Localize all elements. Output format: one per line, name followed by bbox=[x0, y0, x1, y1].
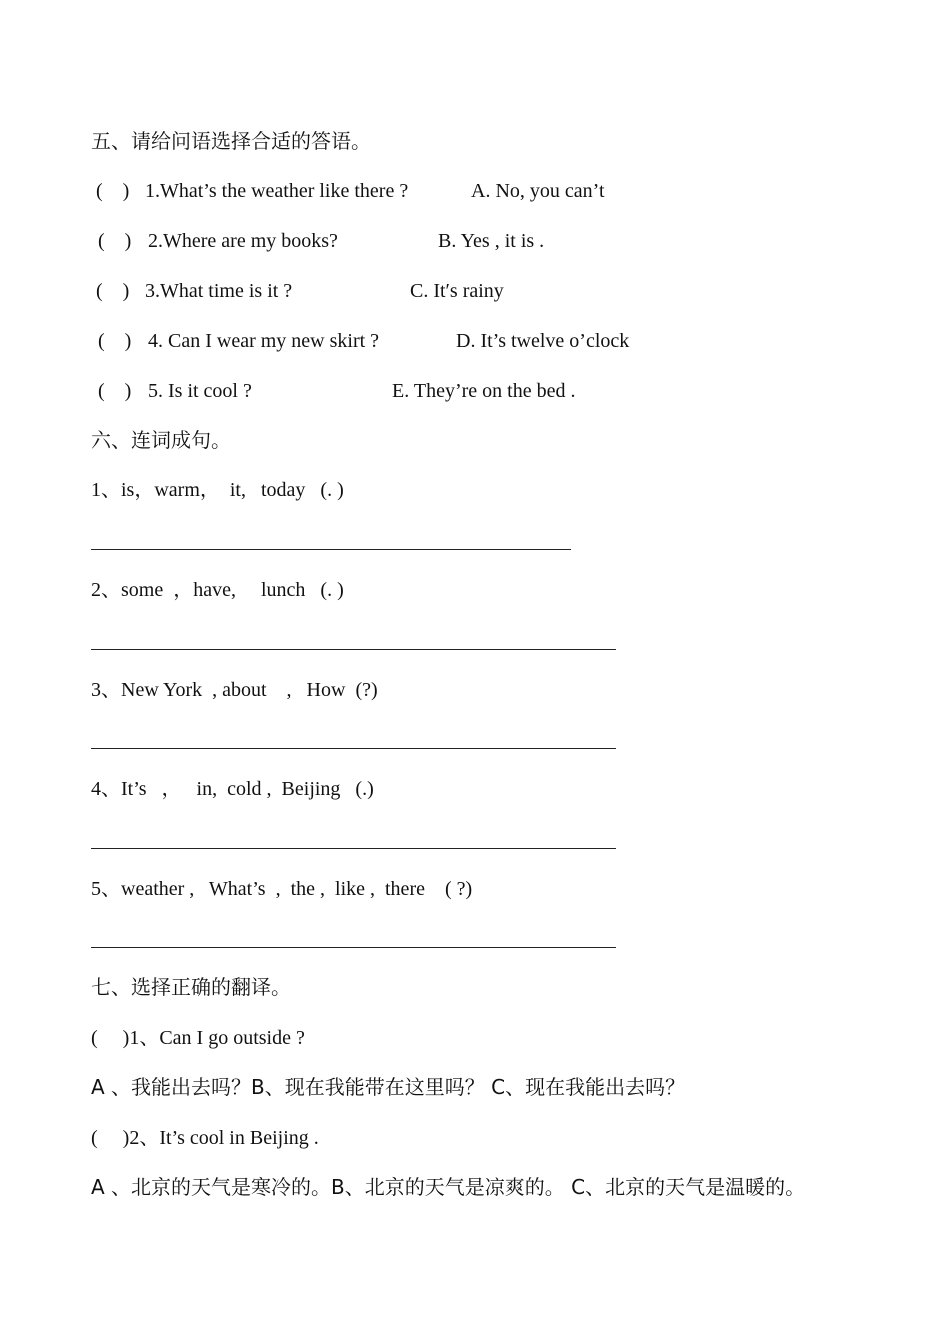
s6-item-2: 2、some ，have, lunch (. ) bbox=[91, 579, 344, 601]
q5-2-paren[interactable]: ( ) bbox=[98, 230, 132, 252]
q5-3-text: 3.What time is it ? bbox=[145, 280, 293, 302]
s6-answer-line-1[interactable] bbox=[91, 549, 571, 550]
q5-1-paren[interactable]: ( ) bbox=[96, 180, 130, 202]
q5-1-text: 1.What’s the weather like there ? bbox=[145, 180, 409, 202]
s6-item-1: 1、is，warm， it, today (. ) bbox=[91, 479, 344, 501]
s6-answer-line-4[interactable] bbox=[91, 848, 616, 849]
s7-question-2: ( )2、It’s cool in Beijing . bbox=[91, 1127, 319, 1149]
s7-question-1-options: A 、我能出去吗？B、现在我能带在这里吗？ C、现在我能出去吗？ bbox=[91, 1075, 686, 1099]
section-7-heading: 七、选择正确的翻译。 bbox=[91, 975, 291, 999]
a5-option-a: A. No, you can’t bbox=[471, 180, 605, 202]
s6-answer-line-2[interactable] bbox=[91, 649, 616, 650]
s6-answer-line-5[interactable] bbox=[91, 947, 616, 948]
section-6-heading: 六、连词成句。 bbox=[91, 428, 231, 452]
s7-question-2-options: A 、北京的天气是寒冷的。B、北京的天气是凉爽的。 C、北京的天气是温暖的。 bbox=[91, 1175, 806, 1199]
q5-2-text: 2.Where are my books? bbox=[148, 230, 338, 252]
s6-item-4: 4、It’s ， in, cold , Beijing (.) bbox=[91, 778, 374, 800]
q5-5-text: 5. Is it cool ? bbox=[148, 380, 252, 402]
q5-4-text: 4. Can I wear my new skirt ? bbox=[148, 330, 380, 352]
s6-item-3: 3、New York , about , How (?) bbox=[91, 679, 378, 701]
a5-option-b: B. Yes , it is . bbox=[438, 230, 545, 252]
a5-option-c: C. It′s rainy bbox=[410, 280, 504, 302]
s7-question-1: ( )1、Can I go outside ? bbox=[91, 1027, 305, 1049]
q5-5-paren[interactable]: ( ) bbox=[98, 380, 132, 402]
q5-3-paren[interactable]: ( ) bbox=[96, 280, 130, 302]
a5-option-e: E. They’re on the bed . bbox=[392, 380, 576, 402]
a5-option-d: D. It’s twelve o’clock bbox=[456, 330, 630, 352]
section-5-heading: 五、请给问语选择合适的答语。 bbox=[91, 129, 371, 153]
s6-answer-line-3[interactable] bbox=[91, 748, 616, 749]
q5-4-paren[interactable]: ( ) bbox=[98, 330, 132, 352]
s6-item-5: 5、weather , What’s , the , like , there ( ?) bbox=[91, 878, 473, 900]
